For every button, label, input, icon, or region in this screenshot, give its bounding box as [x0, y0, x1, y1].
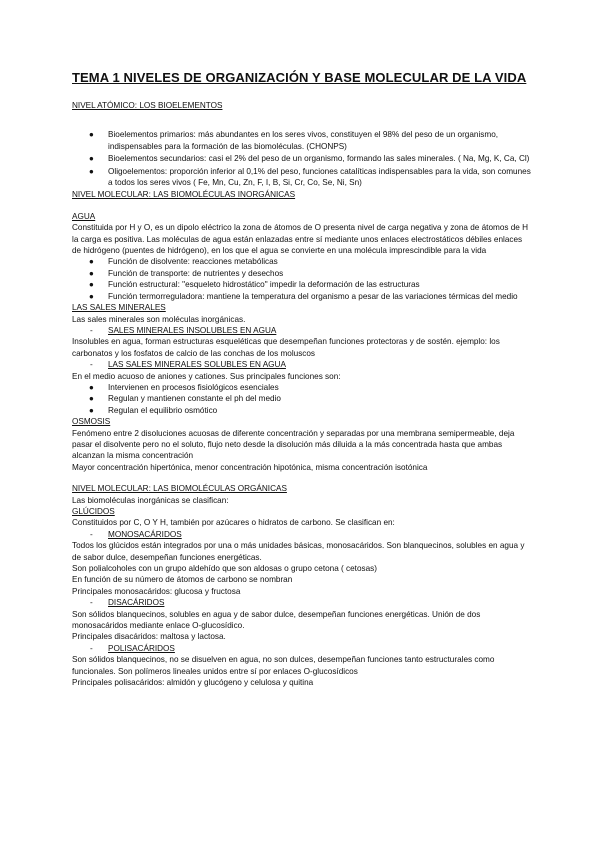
- subheading-polisacaridos: - POLISACÁRIDOS: [90, 643, 175, 653]
- section-heading-nivel-atomico: NIVEL ATÓMICO: LOS BIOELEMENTOS: [72, 101, 223, 110]
- dash-marker: -: [90, 643, 93, 653]
- bullet-icon: ●: [89, 154, 94, 164]
- document-body: [72, 100, 532, 689]
- bullet-icon: ●: [89, 280, 94, 290]
- paragraph-agua: Constituida por H y O, es un dipolo eléctrico la zona de átomos de O presenta nivel de carga negativa y zona de átomos de H la carga es positiva. Las moléculas de agua están enlazadas entre sí mediante unos enlaces electrostáticos débiles enlaces de hidrógeno (puentes de hidrógeno), en los que el agua se convierte en una molécula imprescindible para la vida: [72, 223, 529, 256]
- subheading-agua: AGUA: [72, 211, 96, 221]
- bullet-icon: ●: [89, 268, 94, 278]
- paragraph-disacaridos-1: Son sólidos blanquecinos, solubles en agua y de sabor dulce, desempeñan funciones energéticas. Unión de dos monosacáridos mediante enlace O-glucosídico.: [72, 609, 481, 631]
- section-heading-biomoleculas-inorganicas: NIVEL MOLECULAR: LAS BIOMOLÉCULAS INORGÁNICAS: [72, 190, 296, 200]
- subheading-disacaridos: - DISACÁRIDOS: [90, 598, 165, 608]
- bullet-icon: ●: [89, 130, 94, 140]
- dash-marker: -: [90, 325, 93, 335]
- subheading-monosacaridos: - MONOSACÁRIDOS: [90, 529, 182, 539]
- list-item: ● Función de transporte: de nutrientes y desechos: [89, 268, 284, 278]
- paragraph-solubles: En el medio acuoso de aniones y cationes. Sus principales funciones son:: [72, 371, 341, 381]
- bioelementos-list: [72, 129, 532, 188]
- bullet-icon: ●: [89, 166, 94, 176]
- paragraph-organicas-intro: Las biomoléculas inorgánicas se clasifican:: [72, 495, 229, 505]
- list-item: ● Oligoelementos: proporción inferior al 0,1% del peso, funciones catalíticas indispensables para la vida, son comunes a todos los seres vivos ( Fe, Mn, Cu, Zn, F, I, B, Si, Cr, Co, Se, Ni, Sn): [89, 166, 531, 188]
- list-item: ● Intervienen en procesos fisiológicos esenciales: [89, 382, 279, 392]
- subheading-glucidos: GLÚCIDOS: [72, 507, 115, 516]
- paragraph-monosacaridos-3: En función de su número de átomos de carbono se nombran: [72, 575, 293, 585]
- paragraph-monosacaridos-2: Son polialcoholes con un grupo aldehído que son aldosas o grupo cetona ( cetosas): [72, 564, 377, 574]
- paragraph-monosacaridos-4: Principales monosacáridos: glucosa y fructosa: [72, 586, 241, 596]
- subheading-osmosis: OSMOSIS: [72, 417, 111, 427]
- section-heading-biomoleculas-organicas: NIVEL MOLECULAR: LAS BIOMOLÉCULAS ORGÁNICAS: [72, 484, 287, 494]
- paragraph-insolubles: Insolubles en agua, forman estructuras esqueléticas que desempeñan funciones protectoras y de sostén. ejemplo: los carbonatos y los fosfatos de calcio de las conchas de los moluscos: [72, 337, 500, 358]
- agua-functions-list: [72, 256, 532, 302]
- bullet-icon: ●: [89, 382, 94, 392]
- list-item: ● Bioelementos secundarios: casi el 2% del peso de un organismo, formando las sales minerales. ( Na, Mg, K, Ca, Cl): [89, 154, 530, 164]
- paragraph-polisacaridos-2: Principales polisacáridos: almidón y glucógeno y celulosa y quitina: [72, 678, 314, 688]
- paragraph-glucidos: Constituidos por C, O Y H, también por azúcares o hidratos de carbono. Se clasifican en:: [72, 518, 395, 528]
- paragraph-sales-intro: Las sales minerales son moléculas inorgánicas.: [72, 314, 246, 324]
- paragraph-monosacaridos-1: Todos los glúcidos están integrados por una o más unidades básicas, monosacáridos. Son blanquecinos, solubles en agua y de sabor dulce, desempeñan funciones energéticas.: [72, 541, 525, 562]
- list-item: ● Regulan y mantienen constante el ph del medio: [89, 394, 281, 404]
- list-item: ● Bioelementos primarios: más abundantes en los seres vivos, constituyen el 98% del peso de un organismo, indispensables para la formación de las biomoléculas. (CHONPS): [89, 130, 499, 151]
- list-item: ● Función estructural: "esqueleto hidrostático" impedir la deformación de las estructuras: [89, 280, 420, 290]
- paragraph-osmosis-2: Mayor concentración hipertónica, menor concentración hipotónica, misma concentración isotónica: [72, 462, 428, 472]
- bullet-icon: ●: [89, 257, 94, 267]
- list-item: ● Regulan el equilibrio osmótico: [89, 405, 218, 415]
- document-title: TEMA 1 NIVELES DE ORGANIZACIÓN Y BASE MOLECULAR DE LA VIDA: [72, 70, 527, 85]
- paragraph-disacaridos-2: Principales disacáridos: maltosa y lactosa.: [72, 632, 226, 642]
- subheading-solubles: - LAS SALES MINERALES SOLUBLES EN AGUA: [90, 360, 286, 370]
- subheading-insolubles: - SALES MINERALES INSOLUBLES EN AGUA: [90, 325, 277, 335]
- paragraph-polisacaridos-1: Son sólidos blanquecinos, no se disuelven en agua, no son dulces, desempeñan funciones tanto estructurales como funcionales. Son polímeros lineales unidos entre sí por enlaces O-glucosídicos: [72, 655, 495, 676]
- list-item: ● Función termorreguladora: mantiene la temperatura del organismo a pesar de las variaciones térmicas del medio: [89, 291, 518, 301]
- dash-marker: -: [90, 360, 93, 370]
- subheading-sales-minerales: LAS SALES MINERALES: [72, 303, 166, 313]
- paragraph-osmosis: Fenómeno entre 2 disoluciones acuosas de diferente concentración y separadas por una membrana semipermeable, deja pasar el disolvente pero no el soluto, flujo neto desde la disolución más diluida a la más concentrada hasta que ambas alcanzan la misma concentración: [72, 428, 515, 461]
- bullet-icon: ●: [89, 394, 94, 404]
- dash-marker: -: [90, 598, 93, 608]
- list-item: ● Función de disolvente: reacciones metabólicas: [89, 257, 278, 267]
- bullet-icon: ●: [89, 291, 94, 301]
- dash-marker: -: [90, 529, 93, 539]
- solubles-functions-list: [72, 382, 532, 416]
- bullet-icon: ●: [89, 405, 94, 415]
